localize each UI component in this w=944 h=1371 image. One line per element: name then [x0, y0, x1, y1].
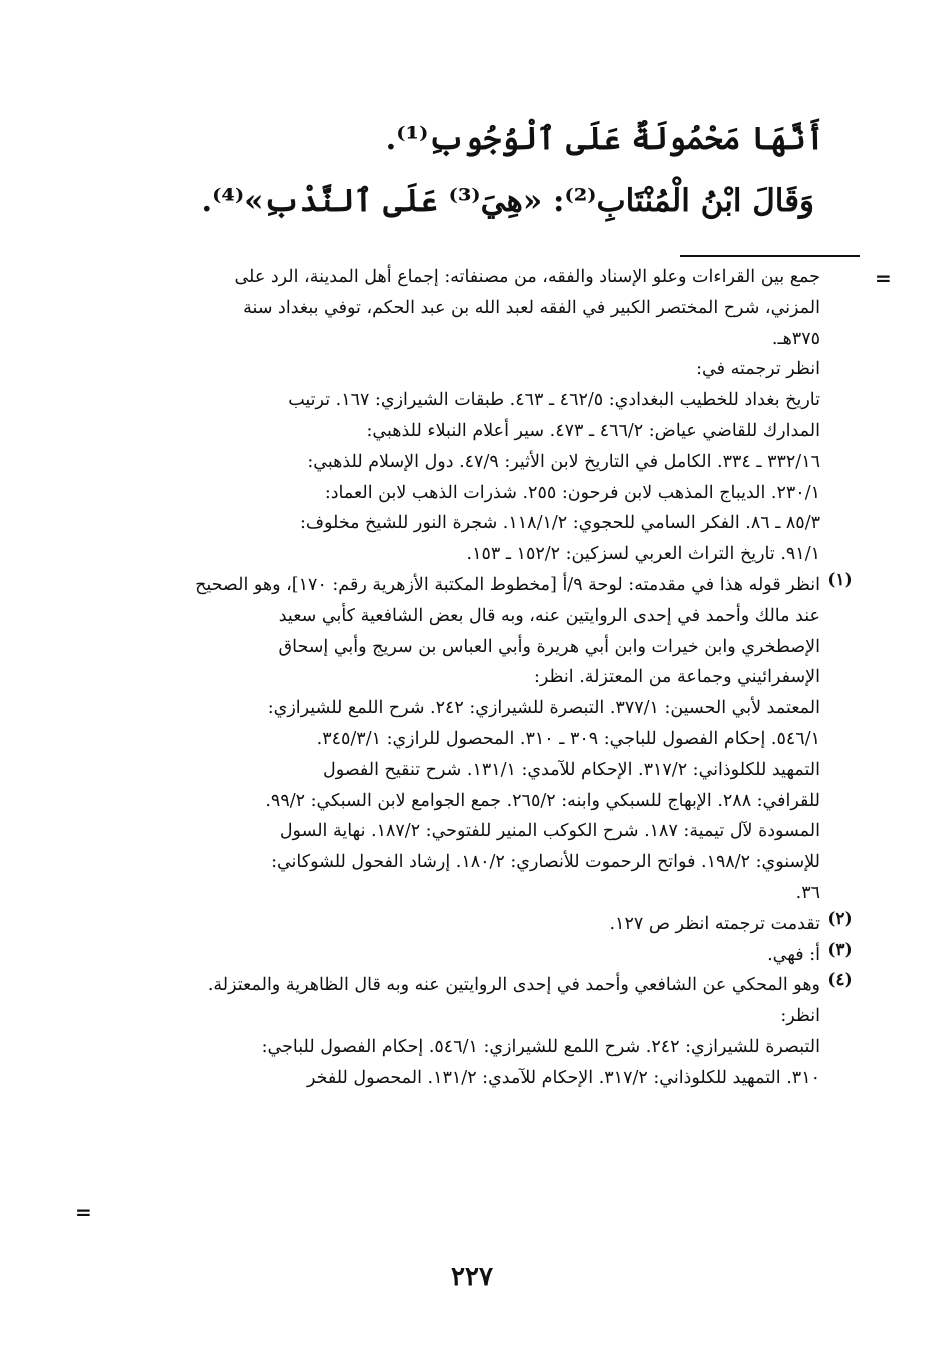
footnote-line: التمهيد للكلوذاني: ٣١٧/٢. الإحكام للآمدي: ١٣١/١. شرح تنقيح الفصول: [323, 759, 820, 780]
footnotes: [120, 262, 853, 1094]
footnote-continued: [120, 262, 820, 570]
footnote-line: وهو المحكي عن الشافعي وأحمد في إحدى الروايتين عنه وبه قال الظاهرية والمعتزلة.: [207, 975, 820, 996]
main-text-line-2: وَقَالَ ابْنُ الْمُنْتَابِ⁽²⁾: «هِيَ⁽³⁾ عَلَى ٱلنَّدْبِ»⁽⁴⁾.: [201, 183, 814, 219]
continuation-mark-bottom: =: [75, 1200, 92, 1224]
footnote-1: [120, 569, 853, 909]
footnote-line: عند مالك وأحمد في إحدى الروايتين عنه، وبه قال بعض الشافعية كأبي سعيد: [278, 605, 820, 626]
footnote-number: (٤): [827, 970, 853, 991]
footnote-line: الإسفرائيني وجماعة من المعتزلة. انظر:: [534, 667, 820, 688]
footnote-number: (١): [827, 569, 853, 590]
footnote-line: ٨٥/٣ ـ ٨٦. الفكر السامي للحجوي: ١١٨/١/٢. شجرة النور للشيخ مخلوف:: [299, 513, 820, 534]
footnote-line: الإصطخري وابن خيرات وابن أبي هريرة وأبي العباس بن سريج وأبي إسحاق: [278, 636, 820, 657]
footnote-line: انظر قوله هذا في مقدمته: لوحة ٩/أ [مخطوط المكتبة الأزهرية رقم: ١٧٠]، وهو الصحيح: [195, 574, 820, 595]
footnote-line: المزني، شرح المختصر الكبير في الفقه لعبد الله بن عبد الحكم، توفي ببغداد سنة: [243, 297, 820, 318]
footnote-line: ٣٧٥هـ.: [771, 328, 820, 349]
footnote-line: انظر:: [780, 1006, 820, 1027]
footnote-line: المدارك للقاضي عياض: ٤٦٦/٢ ـ ٤٧٣. سير أعلام النبلاء للذهبي:: [366, 420, 820, 441]
footnote-2: [120, 908, 853, 940]
footnote-number: (٢): [827, 908, 853, 929]
footnote-line: المسودة لآل تيمية: ١٨٧. شرح الكوكب المنير للفتوحي: ١٨٧/٢. نهاية السول: [279, 821, 820, 842]
footnote-line: تاريخ بغداد للخطيب البغدادي: ٤٦٢/٥ ـ ٤٦٣. طبقات الشيرازي: ١٦٧. ترتيب: [288, 390, 820, 411]
main-text-line-1: أَنَّهَا مَحْمُولَةٌ عَلَى ٱلْوُجُوبِ⁽¹⁾.: [385, 121, 824, 157]
footnote-separator: [680, 255, 860, 257]
page-number: ٢٢٧: [451, 1262, 493, 1292]
footnote-3: [120, 939, 853, 971]
footnote-line: ٢٣٠/١. الديباج المذهب لابن فرحون: ٢٥٥. شذرات الذهب لابن العماد:: [324, 482, 820, 503]
footnote-line: للقرافي: ٢٨٨. الإبهاج للسبكي وابنه: ٢٦٥/٢. جمع الجوامع لابن السبكي: ٩٩/٢.: [265, 790, 820, 811]
continuation-mark-top: =: [875, 266, 892, 290]
footnote-4: [120, 970, 853, 1093]
footnote-line: ٣٣٢/١٦ ـ ٣٣٤. الكامل في التاريخ لابن الأثير: ٤٧/٩. دول الإسلام للذهبي:: [307, 451, 820, 472]
footnote-line: انظر ترجمته في:: [696, 359, 820, 380]
footnote-line: التبصرة للشيرازي: ٢٤٢. شرح اللمع للشيرازي: ٥٤٦/١. إحكام الفصول للباجي:: [261, 1036, 820, 1057]
footnote-line: أ: فهي.: [767, 944, 820, 965]
footnote-line: ٥٤٦/١. إحكام الفصول للباجي: ٣٠٩ ـ ٣١٠. المحصول للرازي: ٣٤٥/٣/١.: [316, 728, 820, 749]
footnote-line: ٣١٠. التمهيد للكلوذاني: ٣١٧/٢. الإحكام للآمدي: ١٣١/٢. المحصول للفخر: [306, 1067, 820, 1088]
footnote-line: للإسنوي: ١٩٨/٢. فواتح الرحموت للأنصاري: ١٨٠/٢. إرشاد الفحول للشوكاني:: [271, 852, 820, 873]
footnote-line: ٩١/١. تاريخ التراث العربي لسزكين: ١٥٢/٢ ـ ١٥٣.: [466, 544, 820, 565]
footnote-line: ٣٦.: [795, 882, 820, 903]
footnote-line: المعتمد لأبي الحسين: ٣٧٧/١. التبصرة للشيرازي: ٢٤٢. شرح اللمع للشيرازي:: [267, 698, 820, 719]
main-text: [124, 108, 824, 232]
footnote-line: تقدمت ترجمته انظر ص ١٢٧.: [609, 913, 820, 934]
footnote-number: (٣): [827, 939, 853, 960]
footnote-line: جمع بين القراءات وعلو الإسناد والفقه، من مصنفاته: إجماع أهل المدينة، الرد على: [234, 267, 820, 287]
